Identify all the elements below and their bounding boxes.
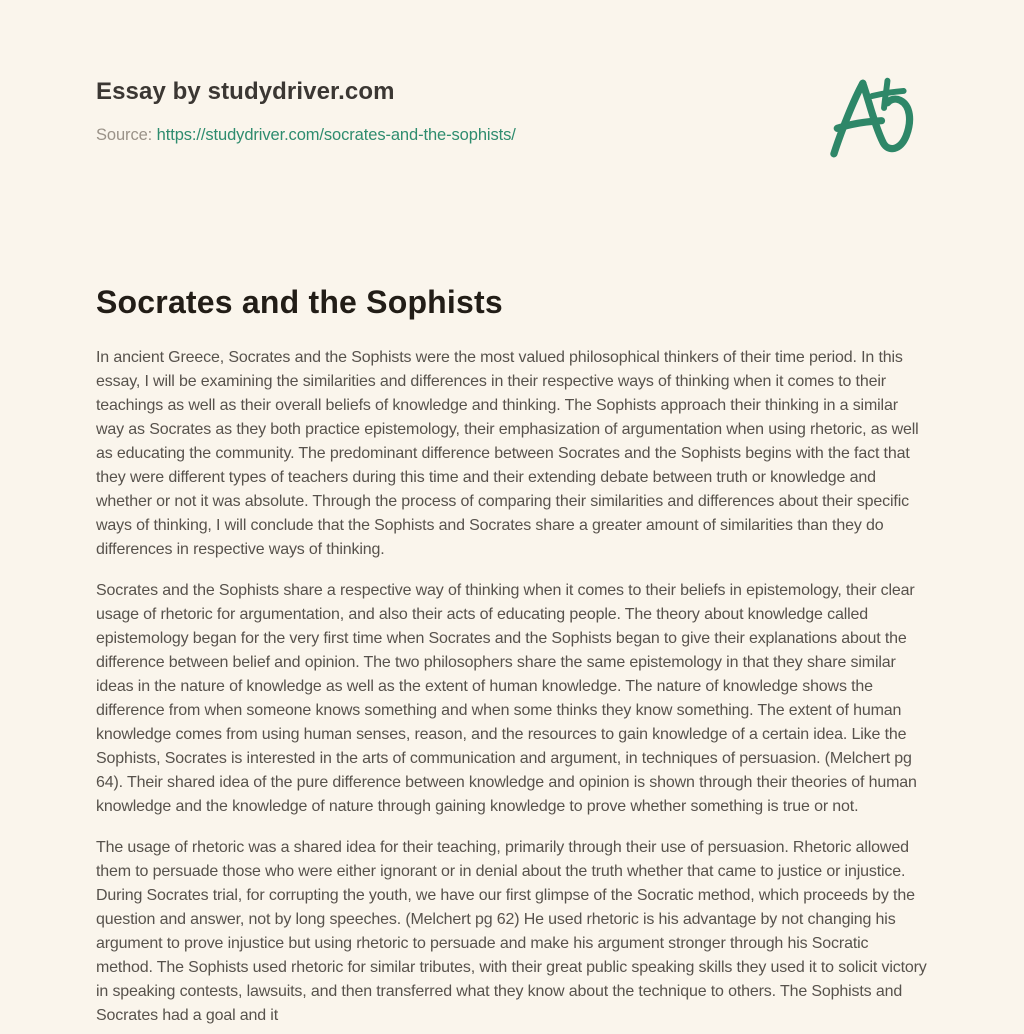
source-label: Source: (96, 125, 153, 144)
essay-article (96, 286, 928, 1028)
page-header (96, 64, 928, 170)
essay-by-heading: Essay by studydriver.com (96, 78, 395, 105)
essay-title: Socrates and the Sophists (96, 284, 503, 320)
source-link[interactable]: https://studydriver.com/socrates-and-the-sophists/ (156, 125, 516, 144)
source-line (96, 126, 516, 144)
essay-paragraph-3: The usage of rhetoric was a shared idea for their teaching, primarily through their use of persuasion. Rhetoric allowed them to persuade those who were either ignorant or in denial about the truth whether that came to justice or injustice. During Socrates trial, for corrupting the youth, we have our first glimpse of the Socratic method, which proceeds by the question and answer, not by long speeches. (Melchert pg 62) He used rhetoric is his advantage by not changing his argument to prove injustice but using rhetoric to persuade and make his argument stronger through his Socratic method. The Sophists used rhetoric for similar tributes, with their great public speaking skills they used it to solicit victory in speaking contests, lawsuits, and then transferred what they know about the technique to others. The Sophists and Socrates had a goal and it (96, 838, 927, 1024)
essay-paragraph-2: Socrates and the Sophists share a respective way of thinking when it comes to their beliefs in epistemology, their clear usage of rhetoric for argumentation, and also their acts of educating people. The theory about knowledge called epistemology began for the very first time when Socrates and the Sophists began to give their explanations about the difference between belief and opinion. The two philosophers share the same epistemology in that they share similar ideas in the nature of knowledge as well as the extent of human knowledge. The nature of knowledge shows the difference from when someone knows something and when some thinks they know something. The extent of human knowledge comes from using human senses, reason, and the resources to gain knowledge of a certain idea. Like the Sophists, Socrates is interested in the arts of communication and argument, in techniques of persuasion. (Melchert pg 64). Their shared idea of the pure difference between knowledge and opinion is shown through their theories of human knowledge and the knowledge of nature through gaining knowledge to prove whether something is true or not. (96, 581, 917, 815)
studydriver-a-plus-logo-icon (822, 68, 924, 170)
essay-paragraph-1: In ancient Greece, Socrates and the Sophists were the most valued philosophical thinkers of their time period. In this essay, I will be examining the similarities and differences in their respective ways of thinking when it comes to their teachings as well as their overall beliefs of knowledge and thinking. The Sophists approach their thinking in a similar way as Socrates as they both practice epistemology, their emphasization of argumentation when using rhetoric, as well as educating the community. The predominant difference between Socrates and the Sophists begins with the fact that they were different types of teachers during this time and their extending debate between truth or knowledge and whether or not it was absolute. Through the process of comparing their similarities and differences about their specific ways of thinking, I will conclude that the Sophists and Socrates share a greater amount of similarities than they do differences in respective ways of thinking. (96, 348, 919, 558)
header-text-block (96, 64, 516, 144)
